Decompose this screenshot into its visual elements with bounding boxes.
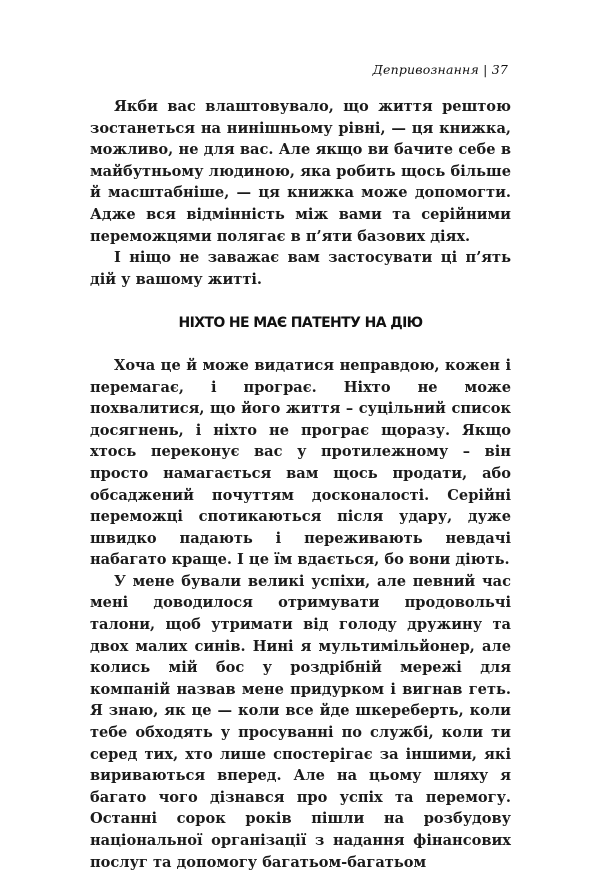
paragraph-1: Якби вас влаштовувало, що життя рештою зостанеться на нинішньому рівні, — ця книжка, можливо, не для вас. Але якщо ви бачите себе в майбутньому людиною, яка робить щось більше й масштабніше, — ця книжка може допомогти. Адже вся відмінність між вами та серійними переможцями полягає в п’яти базових діях. — [90, 98, 511, 245]
paragraph-2: І ніщо не заважає вам застосувати ці п’ять дій у вашому житті. — [90, 249, 511, 288]
page-body — [90, 96, 511, 873]
section-heading: НІХТО НЕ МАЄ ПАТЕНТУ НА ДІЮ — [178, 315, 423, 332]
paragraph-4: У мене бували великі успіхи, але певний час мені доводилося отримувати продовольчі талони, щоб утримати від голоду дружину та двох малих синів. Нині я мультимільйонер, але колись мій бос у роздрібній мережі для компаній назвав мене придурком і вигнав геть. Я знаю, як це — коли все йде шкереберть, коли тебе обходять у просуванні по службі, коли ти серед тих, хто лише спостерігає за іншими, які вириваються вперед. Але на цьому шляху я багато чого дізнався про успіх та перемогу. Останні сорок років пішли на розбудову національної організації з надання фінансових послуг та допомогу багатьом-багатьом — [90, 572, 511, 871]
paragraph-3: Хоча це й може видатися неправдою, кожен і перемагає, і програє. Ніхто не може похвалитися, що його життя – суцільний список досягнень, і ніхто не програє щоразу. Якщо хтось переконує вас у протилежному – він просто намагається вам щось продати, або обсаджений почуттям досконалості. Серійні переможці спотикаються після удару, дуже швидко падають і переживають невдачі набагато краще. І це їм вдається, бо вони діють. — [90, 356, 511, 569]
running-header: Депривознання | 37 — [372, 62, 508, 77]
